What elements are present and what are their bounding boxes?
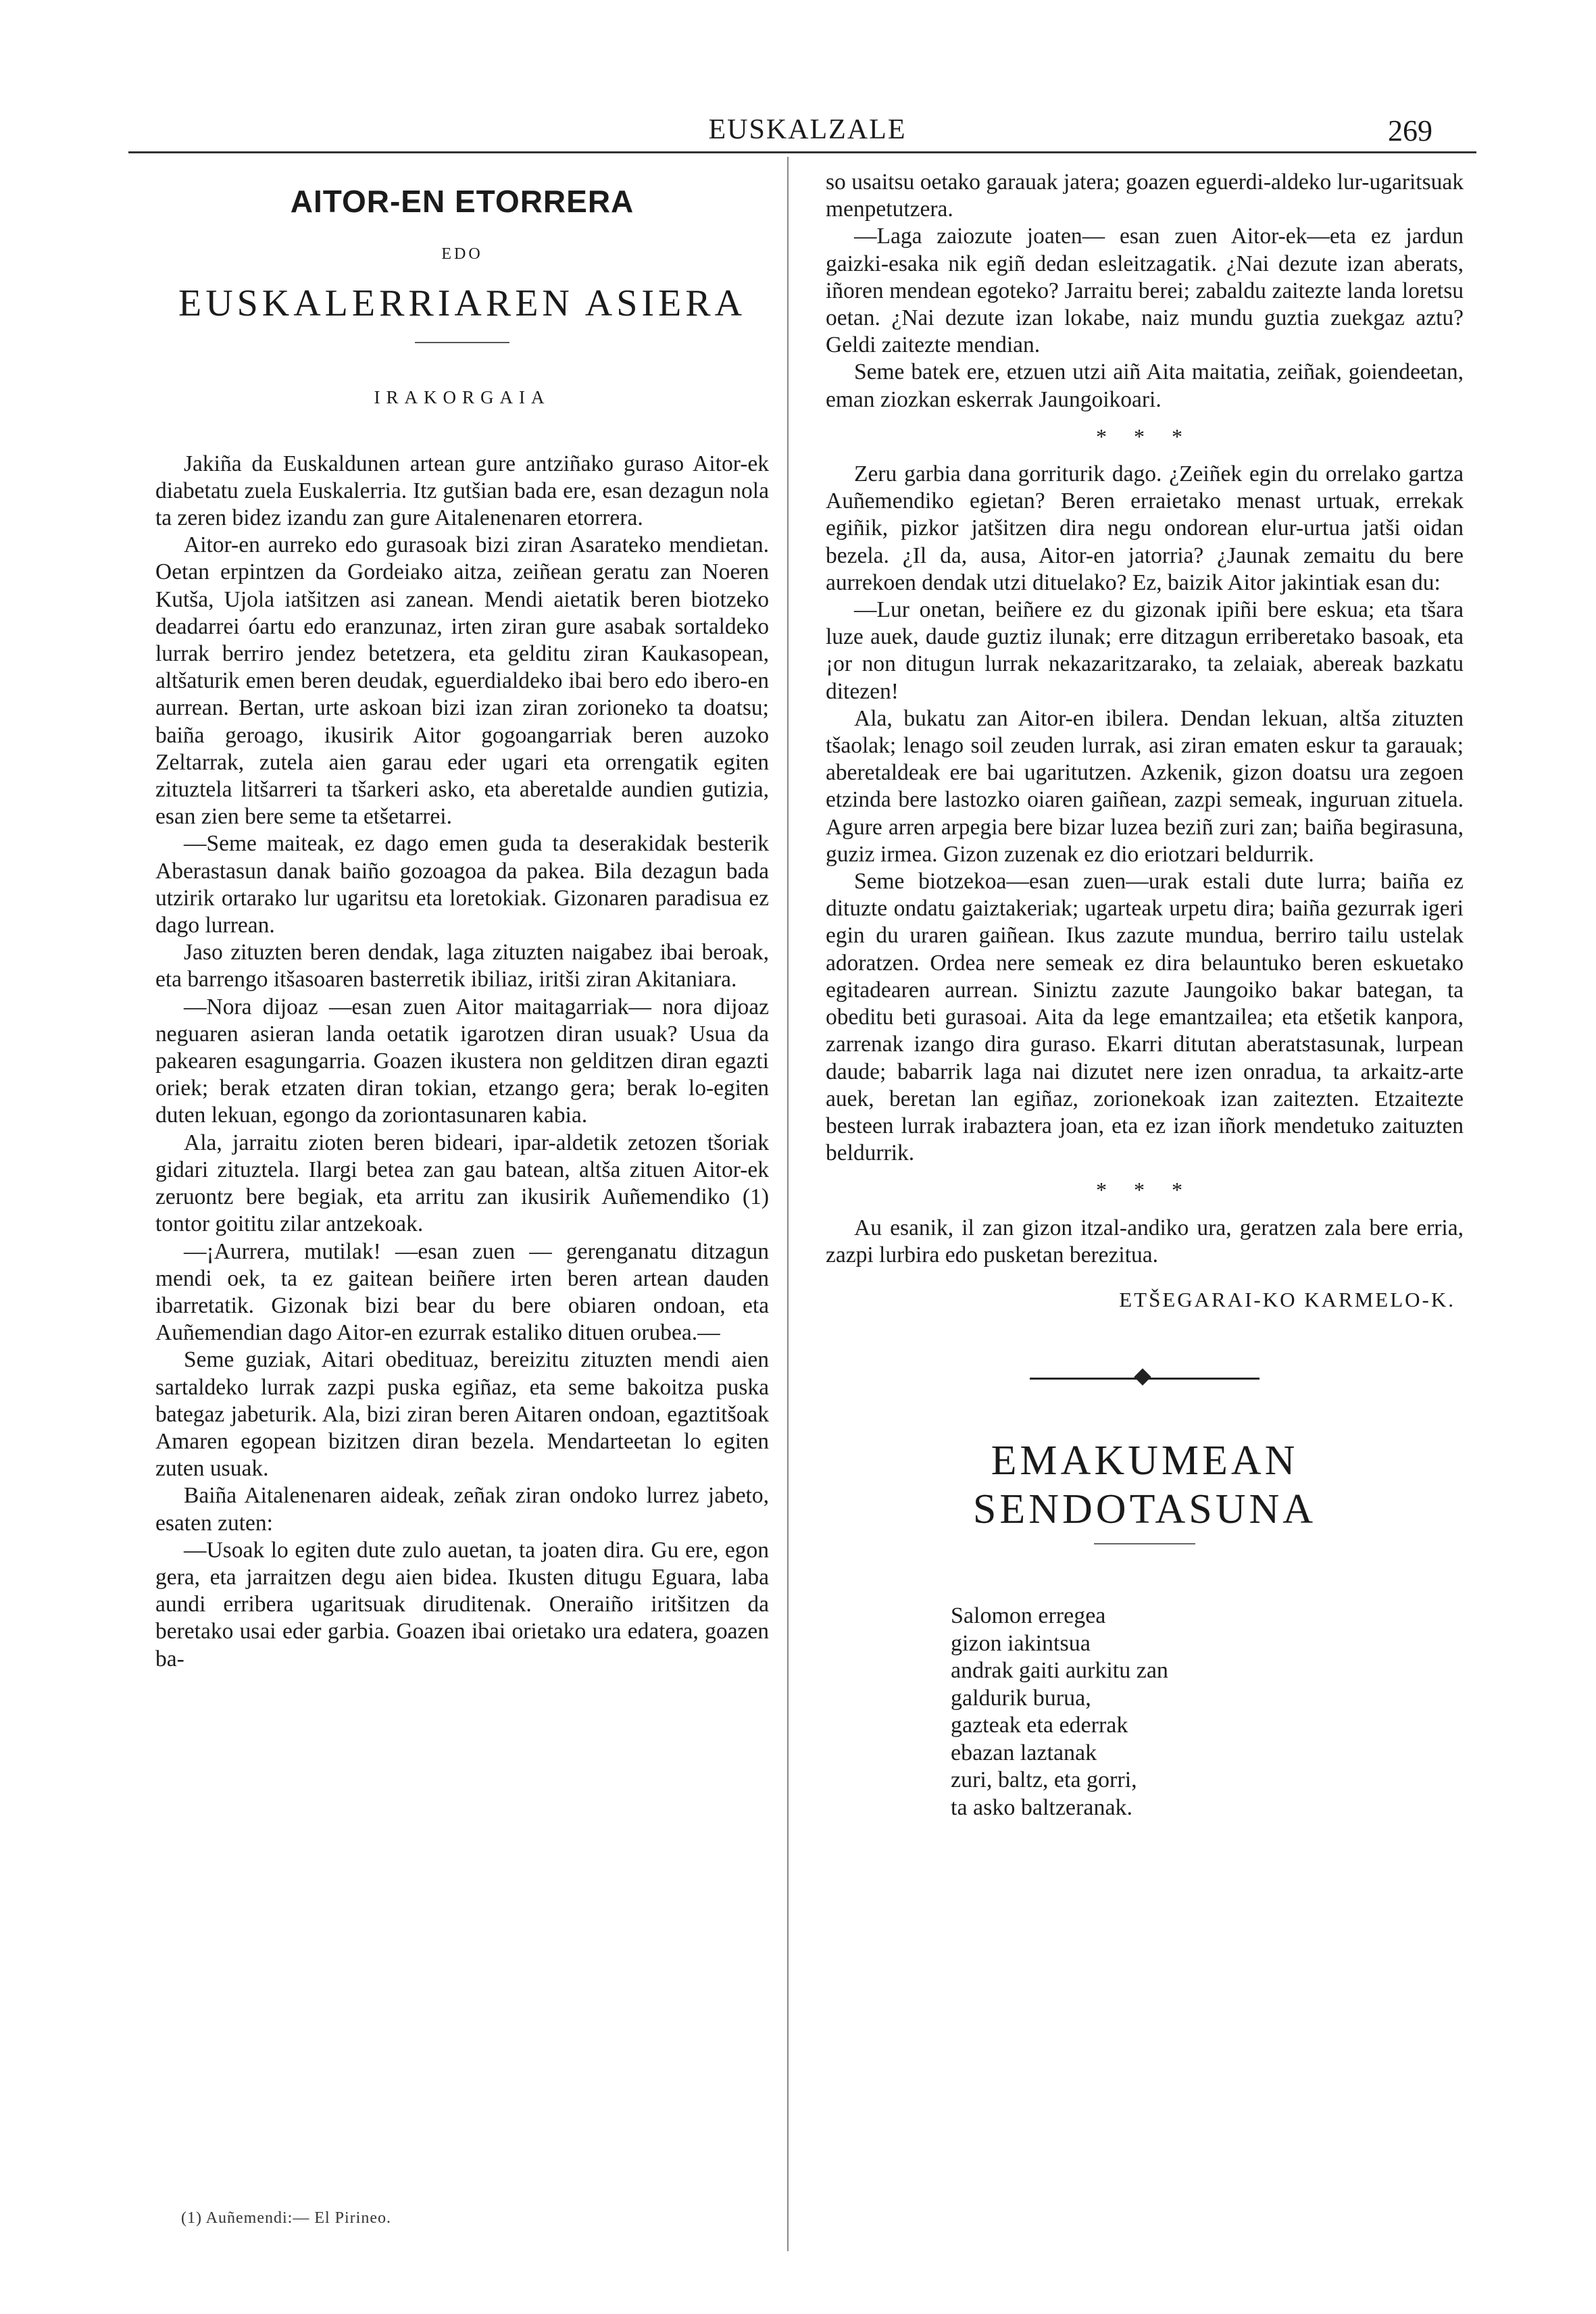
left-column (155, 169, 769, 1673)
article-subtitle: EUSKALERRIAREN ASIERA (178, 282, 747, 325)
footnote-text: Auñemendi:— El Pirineo. (205, 2209, 391, 2227)
paragraph: —Laga zaiozute joaten— esan zuen Aitor-ek—eta ez jardun gaizki-esaka nik egiñ dedan esleitzagatik. ¿Nai dezute izan aberats, iñoren mendean egoteko? Jarraitu berei; zabaldu zaitezte landa loretsu oetan. ¿Nai dezute izan lokabe, naiz mundu guztia zuekgaz aztu? Geldi zaitezte mendian. (826, 224, 1464, 358)
paragraph: —Seme maiteak, ez dago emen guda ta deserakidak besterik Aberastasun danak baiño gozoagoa da pakea. Bila dezagun bada utzirik ortarako lur ugaritsu eta loretokiak. Gizonaren paradisua ez dago lurrean. (155, 831, 769, 938)
page-number: 269 (1388, 114, 1432, 147)
paragraph: Aitor-en aurreko edo gurasoak bizi ziran Asarateko mendietan. Oetan erpintzen da Gordeiako aitza, zeiñean geratu zan Noeren Kutša, Ujola iatšitzen asi zanean. Mendi aietatik beren biotzeko deadarrei óartu edo eranzunaz, irten ziran gure asabak sortaldeko lurrak berriro jendez betetzera, eta gelditu ziran Kaukasopean, altšaturik emen beren deudak, eguerdialdeko ibai bero edo ibero-en aurrean. Bertan, urte askoan bizi izan ziran zorioneko ta doatsu; baiña geroago, ikusirik Aitor gogoangarriak beren auzoko Zeltarrak, zutela aien garau eder ugari eta orrengatik egiten zituztela litšarreri ta tšarkeri asko, eta aberetalde aundien gutizia, esan zien bere seme ta etšetarrei. (155, 532, 769, 830)
poem-line: ta asko baltzeranak. (951, 1794, 1133, 1820)
article-genre: IRAKORGAIA (374, 387, 551, 408)
title-conjunction: EDO (441, 245, 483, 263)
poem (826, 1603, 1464, 1821)
paragraph: so usaitsu oetako garauak jatera; goazen eguerdi-aldeko lur-ugaritsuak menpetutzera. (826, 170, 1464, 222)
paragraph: Seme batek ere, etzuen utzi aiñ Aita maitatia, zeiñak, goiendeetan, eman ziozkan eskerrak Jaungoikoari. (826, 359, 1464, 412)
title-rule-2 (1094, 1543, 1195, 1544)
footnote-marker: (1) (181, 2209, 202, 2227)
poem-line: andrak gaiti aurkitu zan (951, 1658, 1168, 1684)
running-title: EUSKALZALE (708, 114, 907, 145)
poem-line: gizon iakintsua (951, 1630, 1091, 1656)
article-title-2: EMAKUMEAN SENDOTASUNA (972, 1438, 1317, 1533)
paragraph: —Usoak lo egiten dute zulo auetan, ta joaten dira. Gu ere, egon gera, eta jarraitzen degu aien bidea. Ikusten ditugu Eguara, laba aundi erribera ugaritsuak diruditenak. Oneraiño iritšitzen da beretako usai eder garbia. Goazen ibai orietako ura edatera, goazen ba- (155, 1537, 769, 1671)
poem-line: ebazan laztanak (951, 1740, 1097, 1765)
column-divider (787, 157, 789, 2251)
paragraph: —¡Aurrera, mutilak! —esan zuen — gerenganatu ditzagun mendi oek, ta ez gaitean beiñere irten beren artean dauden ibarretatik. Gizonak bizi bear du bere obiaren ondoan, eta Auñemendian dago Aitor-en ezurrak estaliko dituen orubea.— (155, 1238, 769, 1346)
poem-line: gazteak eta ederrak (951, 1713, 1128, 1738)
right-column (826, 169, 1464, 1821)
paragraph: Seme biotzekoa—esan zuen—urak estali dute lurra; baiña ez dituzte ondatu gaiztakeriak; ugarteak urpetu dira; baiña gezurrak igeri egin du uraren gaiñean. Ikus zazute mundua, berriro tailu ustelak adoratzen. Ordea nere semeak ez dira belauntuko beren eskuetako egitadearen aurrean. Siniztu zazute Jaungoiko bakar bategan, ta obeditu beti gurasoai. Aita da lege emantzailea; eta etšetik kanpora, zarrenak izango dira guraso. Ekarri ditutan aberatstasunak, lurpean daude; babarrik laga nai dizutet nere izen onradua, ta arkaitz-arte auek, beretan lan egiñaz, zorionekoak izan zaitezten. Etzaitezte besteen lurrak irabaztera joan, eta ez izan iñork mendetuko zaituzten beldurrik. (826, 869, 1464, 1166)
running-head (155, 114, 1460, 155)
ornament-diamond-icon (1134, 1368, 1151, 1385)
paragraph: Zeru garbia dana gorriturik dago. ¿Zeiñek egin du orrelako gartza Auñemendiko egietan? Beren erraietako menast urtuak, errekak egiñik, pizkor jatšitzen dira negu ondorean elur-urtua jatši oidan bezela. ¿Il da, ausa, Aitor-en jatorria? ¿Jaunak zemaitu du bere aurrekoen dendak utzi dituelako? Ez, baizik Aitor jakintiak esan du: (826, 461, 1464, 595)
footnote (181, 2209, 391, 2228)
paragraph: Au esanik, il zan gizon itzal-andiko ura, geratzen zala bere erria, zazpi lurbira edo pusketan berezitua. (826, 1215, 1464, 1267)
paragraph: —Lur onetan, beiñere ez du gizonak ipiñi bere eskua; eta tšara luze auek, daude guztiz ilunak; erre ditzagun erriberetako basoak, eta ¡or non ditugun lurrak nekazaritzarako, ta zelaiak, abereak bazkatu ditezen! (826, 597, 1464, 704)
paragraph: Seme guziak, Aitari obedituaz, bereizitu zituzten mendi aien sartaldeko lurrak zazpi puska egiñaz, eta seme bakoitza puska bategaz jabeturik. Ala, bizi ziran beren Aitaren ondoan, egaztitšoak Amaren egopean bizitzen diran bezela. Mendarteetan lo egiten zuten usuak. (155, 1347, 769, 1482)
header-rule (128, 151, 1476, 153)
paragraph: Jaso zituzten beren dendak, laga zituzten naigabez ibai beroak, eta barrengo itšasoaren basterretik ibiliaz, iritši ziran Akitaniara. (155, 940, 769, 992)
section-separator: * * * (1096, 1178, 1193, 1203)
section-separator: * * * (1096, 424, 1193, 449)
paragraph: Ala, jarraitu zioten beren bideari, ipar-aldetik zetozen tšoriak gidari zituztela. Ilargi betea zan gau batean, altša zituen Aitor-ek zeruontz bere begiak, eta arritu zan ikusirik Auñemendiko (1) tontor goititu zilar antzekoak. (155, 1130, 769, 1237)
ornamental-divider (1030, 1370, 1260, 1386)
title-rule (415, 342, 509, 343)
paragraph: Ala, bukatu zan Aitor-en ibilera. Dendan lekuan, altša zituzten tšaolak; lenago soil zeuden lurrak, asi ziran ematen eskur ta garauak; aberetaldeak ere bai ugaritutzen. Azkenik, gizon doatsu ura zegoen etzinda bere lastozko oiaren gaiñean, zazpi semeak, inguruan zituela. Agure arren arpegia bere bizar luzea beziñ zuri zan; baiña begirasuna, guziz irmea. Gizon zuzenak ez dio eriotzari beldurrik. (826, 705, 1464, 867)
paragraph: Baiña Aitalenenaren aideak, zeñak ziran ondoko lurrez jabeto, esaten zuten: (155, 1483, 769, 1536)
poem-line: galdurik burua, (951, 1685, 1091, 1711)
poem-line: zuri, baltz, eta gorri, (951, 1767, 1137, 1793)
article-title: AITOR-EN ETORRERA (290, 184, 634, 219)
paragraph: Jakiña da Euskaldunen artean gure antziñako guraso Aitor-ek diabetatu zuela Euskalerria. Itz gutšian bada ere, esan dezagun nola ta zeren bidez izandu zan gure Aitalenenaren etorrera. (155, 451, 769, 531)
paragraph: —Nora dijoaz —esan zuen Aitor maitagarriak— nora dijoaz neguaren asieran landa oetatik igarotzen diran usuak? Usua da pakearen esagungarria. Goazen ikustera non gelditzen diran egazti oriek; berak etzaten diran tokian, etzango gera; berak lo-egiten duten lekuan, egongo da zoriontasunaren kabia. (155, 994, 769, 1128)
author-signature: ETŠEGARAI-KO KARMELO-K. (1119, 1287, 1455, 1311)
poem-line: Salomon erregea (951, 1603, 1106, 1629)
